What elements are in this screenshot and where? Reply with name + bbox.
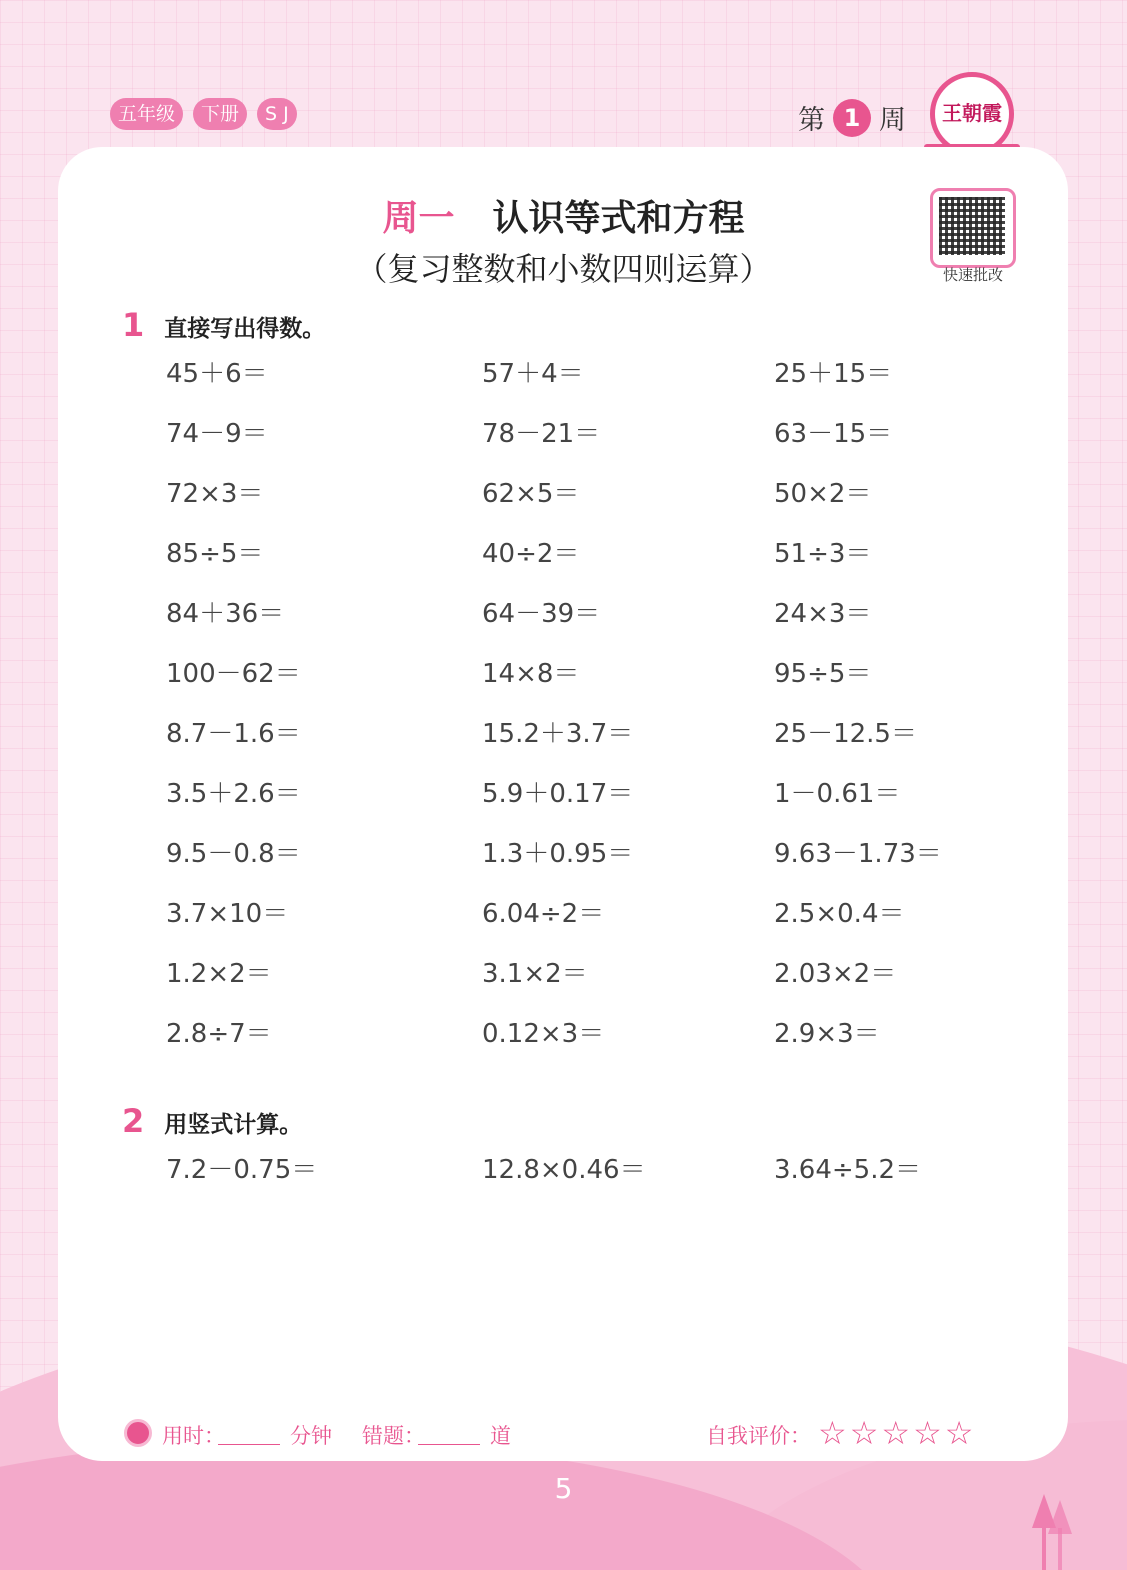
week-suffix: 周 bbox=[879, 105, 906, 136]
math-problem: 1－0.61＝ bbox=[774, 779, 901, 809]
footer-bar bbox=[124, 1416, 994, 1452]
section-instruction: 直接写出得数。 bbox=[164, 316, 326, 342]
math-problem: 24×3＝ bbox=[774, 599, 872, 629]
math-problem: 14×8＝ bbox=[482, 659, 580, 689]
grade-badge: 五年级 bbox=[110, 98, 183, 130]
edition-badge: S J bbox=[257, 98, 297, 130]
week-prefix: 第 bbox=[798, 105, 825, 136]
qr-code-icon[interactable] bbox=[930, 188, 1016, 268]
math-problem: 63－15＝ bbox=[774, 419, 893, 449]
problem-row bbox=[166, 896, 1066, 956]
math-problem: 51÷3＝ bbox=[774, 539, 872, 569]
math-problem: 5.9＋0.17＝ bbox=[482, 779, 634, 809]
math-problem: 3.5＋2.6＝ bbox=[166, 779, 301, 809]
minutes-label: 分钟 bbox=[290, 1424, 332, 1448]
section-1-heading bbox=[122, 306, 325, 344]
rating-stars[interactable]: ☆☆☆☆☆ bbox=[818, 1414, 977, 1452]
errors-blank[interactable] bbox=[418, 1444, 480, 1445]
week-number: 1 bbox=[833, 99, 871, 137]
grade-badges bbox=[110, 98, 297, 130]
problem-row bbox=[166, 716, 1066, 776]
math-problem: 95÷5＝ bbox=[774, 659, 872, 689]
time-blank[interactable] bbox=[218, 1444, 280, 1445]
section-number: 1 bbox=[122, 306, 145, 344]
math-problem: 100－62＝ bbox=[166, 659, 301, 689]
problem-row bbox=[166, 656, 1066, 716]
errors-label: 错题： bbox=[362, 1424, 425, 1448]
page-subtitle: （复习整数和小数四则运算） bbox=[355, 250, 772, 288]
math-problem: 1.2×2＝ bbox=[166, 959, 272, 989]
math-problem: 3.64÷5.2＝ bbox=[774, 1155, 922, 1185]
problem-row bbox=[166, 596, 1066, 656]
math-problem: 15.2＋3.7＝ bbox=[482, 719, 634, 749]
section-number: 2 bbox=[122, 1102, 145, 1140]
problem-row bbox=[166, 356, 1066, 416]
page-number: 5 bbox=[554, 1472, 573, 1505]
math-problem: 9.5－0.8＝ bbox=[166, 839, 301, 869]
math-problem: 2.03×2＝ bbox=[774, 959, 897, 989]
math-problem: 6.04÷2＝ bbox=[482, 899, 605, 929]
volume-badge: 下册 bbox=[193, 98, 247, 130]
math-problem: 2.8÷7＝ bbox=[166, 1019, 272, 1049]
time-label: 用时： bbox=[162, 1424, 225, 1448]
brand-logo: 王朝霞 bbox=[930, 72, 1014, 156]
math-problem: 9.63－1.73＝ bbox=[774, 839, 942, 869]
arrow-icon bbox=[1048, 1500, 1072, 1534]
math-problem: 62×5＝ bbox=[482, 479, 580, 509]
vertical-calc-grid bbox=[166, 1152, 1066, 1212]
self-eval-label: 自我评价： bbox=[706, 1424, 811, 1448]
math-problem: 84＋36＝ bbox=[166, 599, 285, 629]
problem-row bbox=[166, 1152, 1066, 1212]
math-problem: 64－39＝ bbox=[482, 599, 601, 629]
math-problem: 2.5×0.4＝ bbox=[774, 899, 905, 929]
math-problem: 2.9×3＝ bbox=[774, 1019, 880, 1049]
title-topic: 认识等式和方程 bbox=[492, 198, 745, 239]
math-problem: 57＋4＝ bbox=[482, 359, 584, 389]
problem-row bbox=[166, 536, 1066, 596]
math-problem: 7.2－0.75＝ bbox=[166, 1155, 318, 1185]
problem-row bbox=[166, 836, 1066, 896]
math-problem: 45＋6＝ bbox=[166, 359, 268, 389]
math-problem: 1.3＋0.95＝ bbox=[482, 839, 634, 869]
problem-row bbox=[166, 416, 1066, 476]
math-problem: 40÷2＝ bbox=[482, 539, 580, 569]
problem-row bbox=[166, 476, 1066, 536]
math-problem: 12.8×0.46＝ bbox=[482, 1155, 646, 1185]
math-problem: 78－21＝ bbox=[482, 419, 601, 449]
stopwatch-icon bbox=[124, 1419, 152, 1447]
questions-label: 道 bbox=[490, 1424, 511, 1448]
problem-row bbox=[166, 776, 1066, 836]
math-problem: 3.7×10＝ bbox=[166, 899, 289, 929]
week-indicator bbox=[798, 98, 906, 137]
math-problem: 74－9＝ bbox=[166, 419, 268, 449]
math-problem: 25＋15＝ bbox=[774, 359, 893, 389]
math-problem: 8.7－1.6＝ bbox=[166, 719, 301, 749]
math-problem: 85÷5＝ bbox=[166, 539, 264, 569]
math-problem: 3.1×2＝ bbox=[482, 959, 588, 989]
mental-math-grid bbox=[166, 356, 1066, 1076]
math-problem: 0.12×3＝ bbox=[482, 1019, 605, 1049]
title-day: 周一 bbox=[382, 198, 455, 239]
section-2-heading bbox=[122, 1102, 302, 1140]
math-problem: 50×2＝ bbox=[774, 479, 872, 509]
arrow-decoration bbox=[1058, 1528, 1062, 1570]
section-instruction: 用竖式计算。 bbox=[164, 1112, 303, 1138]
math-problem: 72×3＝ bbox=[166, 479, 264, 509]
problem-row bbox=[166, 1016, 1066, 1076]
problem-row bbox=[166, 956, 1066, 1016]
math-problem: 25－12.5＝ bbox=[774, 719, 917, 749]
qr-label: 快速批改 bbox=[942, 266, 1003, 284]
